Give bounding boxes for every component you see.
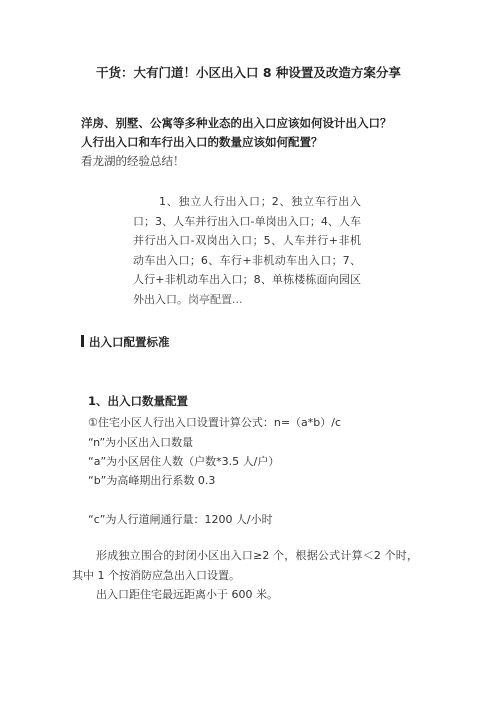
summary-text: 1、独立人行出入口；2、独立车行出入口；3、人车并行出入口-单岗出入口；4、人车并行出入口-双岗出入口；5、人车并行+非机动车出入口；6、车行+非机动车出入口；7、人行+非机动车出入口；8、单栋楼栋面向园区外出入口。 xyxy=(133,195,361,306)
paragraph-entrance-count: 形成独立围合的封闭小区出入口≥2 个，根据公式计算＜2 个时，其中 1 个按消防应急出入口设置。 xyxy=(72,549,418,582)
variable-a-line: “a”为小区居住人数（户数*3.5 人/户） xyxy=(88,455,280,468)
intro-note: 看龙湖的经验总结！ xyxy=(81,154,185,168)
formula-line: ①住宅小区人行出入口设置计算公式：n=（a*b）/c xyxy=(88,416,342,429)
paragraph-distance: 出入口距住宅最远距离小于 600 米。 xyxy=(96,588,278,601)
section-heading-text: 出入口配置标准 xyxy=(89,335,170,349)
section-heading xyxy=(81,334,170,350)
variable-c-line: “c”为人行道闸通行量：1200 人/小时 xyxy=(88,513,273,526)
question-2: 人行出入口和车行出入口的数量应该如何配置？ xyxy=(81,135,323,149)
heading-bar-icon xyxy=(81,335,84,347)
summary-tail: 岗亭配置... xyxy=(188,292,243,306)
variable-n-line: “n”为小区出入口数量 xyxy=(88,436,194,449)
subsection-heading: 1、出入口数量配置 xyxy=(88,394,189,408)
document-title: 干货：大有门道！小区出入口 8 种设置及改造方案分享 xyxy=(96,65,401,80)
variable-b-line: “b”为高峰期出行系数 0.3 xyxy=(88,474,216,487)
question-1: 洋房、别墅、公寓等多种业态的出入口应该如何设计出入口？ xyxy=(81,116,392,130)
summary-block xyxy=(133,192,361,310)
